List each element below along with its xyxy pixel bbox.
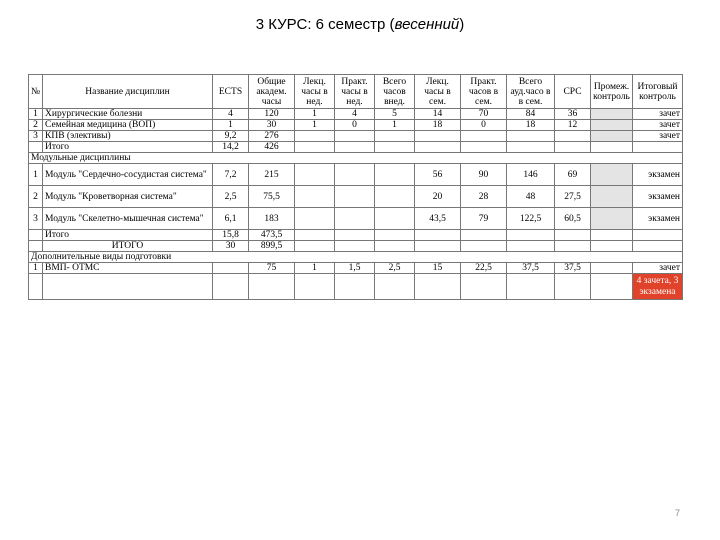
cell xyxy=(591,186,633,208)
cell xyxy=(555,241,591,252)
cell: экзамен xyxy=(633,186,683,208)
cell: 3 xyxy=(29,208,43,230)
table-row xyxy=(29,263,683,274)
cell: Итого xyxy=(43,142,213,153)
section-row xyxy=(29,153,683,164)
cell: 69 xyxy=(555,164,591,186)
cell xyxy=(415,274,461,300)
cell: 4 xyxy=(335,109,375,120)
cell xyxy=(375,142,415,153)
cell xyxy=(295,186,335,208)
cell: 6,1 xyxy=(213,208,249,230)
cell: 2 xyxy=(29,120,43,131)
cell xyxy=(213,274,249,300)
cell: 28 xyxy=(461,186,507,208)
cell xyxy=(461,241,507,252)
cell xyxy=(633,142,683,153)
cell xyxy=(29,274,43,300)
cell xyxy=(591,263,633,274)
cell xyxy=(295,164,335,186)
page-number: 7 xyxy=(674,508,680,518)
cell xyxy=(415,241,461,252)
cell xyxy=(43,274,213,300)
table-row xyxy=(29,230,683,241)
cell xyxy=(591,230,633,241)
cell xyxy=(249,274,295,300)
cell: ИТОГО xyxy=(43,241,213,252)
cell xyxy=(415,142,461,153)
cell xyxy=(29,241,43,252)
cell: 1 xyxy=(213,120,249,131)
cell: 120 xyxy=(249,109,295,120)
cell xyxy=(461,230,507,241)
cell: 9,2 xyxy=(213,131,249,142)
header-cell: Лекц. часы в нед. xyxy=(295,75,335,109)
cell xyxy=(591,131,633,142)
header-cell: № xyxy=(29,75,43,109)
table-row xyxy=(29,241,683,252)
cell xyxy=(375,230,415,241)
header-cell: Всего ауд.часо в в сем. xyxy=(507,75,555,109)
cell: зачет xyxy=(633,131,683,142)
cell: 215 xyxy=(249,164,295,186)
cell: Итого xyxy=(43,230,213,241)
cell xyxy=(507,230,555,241)
cell: Модуль "Сердечно-сосудистая система" xyxy=(43,164,213,186)
cell xyxy=(295,230,335,241)
cell: Хирургические болезни xyxy=(43,109,213,120)
cell xyxy=(375,131,415,142)
cell xyxy=(555,142,591,153)
cell: 1 xyxy=(29,164,43,186)
header-cell: Итоговый контроль xyxy=(633,75,683,109)
cell: 1 xyxy=(29,109,43,120)
header-cell: Общие академ. часы xyxy=(249,75,295,109)
table-row xyxy=(29,142,683,153)
cell xyxy=(591,274,633,300)
header-cell: ECTS xyxy=(213,75,249,109)
cell xyxy=(591,109,633,120)
cell xyxy=(591,120,633,131)
cell: 276 xyxy=(249,131,295,142)
cell: 30 xyxy=(249,120,295,131)
cell: 426 xyxy=(249,142,295,153)
cell: 84 xyxy=(507,109,555,120)
cell: 48 xyxy=(507,186,555,208)
cell xyxy=(335,241,375,252)
cell xyxy=(295,208,335,230)
slide-title: 3 КУРС: 6 семестр (весенний) xyxy=(255,16,465,33)
cell xyxy=(335,131,375,142)
section-label: Дополнительные виды подготовки xyxy=(29,252,683,263)
cell xyxy=(375,241,415,252)
cell: 4 xyxy=(213,109,249,120)
cell: 22,5 xyxy=(461,263,507,274)
cell xyxy=(295,241,335,252)
cell: 1 xyxy=(295,263,335,274)
cell xyxy=(335,142,375,153)
curriculum-table xyxy=(28,74,683,300)
cell xyxy=(507,241,555,252)
cell: 899,5 xyxy=(249,241,295,252)
cell xyxy=(295,274,335,300)
table-row xyxy=(29,131,683,142)
cell: 0 xyxy=(461,120,507,131)
cell xyxy=(507,274,555,300)
cell xyxy=(295,131,335,142)
cell: 18 xyxy=(507,120,555,131)
cell xyxy=(415,230,461,241)
cell xyxy=(591,208,633,230)
cell: 37,5 xyxy=(555,263,591,274)
cell: 18 xyxy=(415,120,461,131)
cell xyxy=(375,186,415,208)
cell: 14 xyxy=(415,109,461,120)
header-cell: Практ. часы в нед. xyxy=(335,75,375,109)
cell xyxy=(555,131,591,142)
cell xyxy=(335,164,375,186)
cell: 122,5 xyxy=(507,208,555,230)
summary-highlight-cell: 4 зачета, 3 экзамена xyxy=(633,274,683,300)
cell: 70 xyxy=(461,109,507,120)
cell: 27,5 xyxy=(555,186,591,208)
cell: 36 xyxy=(555,109,591,120)
header-cell: Всего часов внед. xyxy=(375,75,415,109)
cell xyxy=(375,164,415,186)
cell: ВМП- ОТМС xyxy=(43,263,213,274)
cell: 1 xyxy=(295,109,335,120)
header-cell: Лекц. часы в сем. xyxy=(415,75,461,109)
cell xyxy=(295,142,335,153)
cell: 75 xyxy=(249,263,295,274)
cell xyxy=(461,274,507,300)
header-cell: Название дисциплин xyxy=(43,75,213,109)
cell xyxy=(555,230,591,241)
cell: 1 xyxy=(295,120,335,131)
cell: экзамен xyxy=(633,208,683,230)
table-row xyxy=(29,274,683,300)
cell: 79 xyxy=(461,208,507,230)
cell xyxy=(415,131,461,142)
cell: Семейная медицина (ВОП) xyxy=(43,120,213,131)
cell: 2,5 xyxy=(375,263,415,274)
cell: 0 xyxy=(335,120,375,131)
table-row xyxy=(29,208,683,230)
header-row xyxy=(29,75,683,109)
header-cell: Практ. часов в сем. xyxy=(461,75,507,109)
cell: 2 xyxy=(29,186,43,208)
cell: 183 xyxy=(249,208,295,230)
table-row xyxy=(29,186,683,208)
cell: зачет xyxy=(633,109,683,120)
cell: зачет xyxy=(633,120,683,131)
cell xyxy=(507,131,555,142)
table-row xyxy=(29,120,683,131)
cell xyxy=(591,142,633,153)
cell: 1 xyxy=(375,120,415,131)
cell xyxy=(335,186,375,208)
cell: 1 xyxy=(29,263,43,274)
cell xyxy=(633,230,683,241)
cell xyxy=(591,241,633,252)
cell: 30 xyxy=(213,241,249,252)
cell: 60,5 xyxy=(555,208,591,230)
cell xyxy=(555,274,591,300)
cell: экзамен xyxy=(633,164,683,186)
cell xyxy=(29,142,43,153)
cell: КПВ (элективы) xyxy=(43,131,213,142)
cell xyxy=(335,208,375,230)
cell: Модуль "Кроветворная система" xyxy=(43,186,213,208)
cell: 15 xyxy=(415,263,461,274)
cell: 90 xyxy=(461,164,507,186)
cell xyxy=(335,274,375,300)
cell: 15,8 xyxy=(213,230,249,241)
section-label: Модульные дисциплины xyxy=(29,153,683,164)
cell xyxy=(461,142,507,153)
cell xyxy=(507,142,555,153)
cell: 146 xyxy=(507,164,555,186)
cell xyxy=(633,241,683,252)
table-row xyxy=(29,164,683,186)
cell xyxy=(375,208,415,230)
cell: Модуль "Скелетно-мышечная система" xyxy=(43,208,213,230)
cell xyxy=(335,230,375,241)
cell: 12 xyxy=(555,120,591,131)
cell xyxy=(213,263,249,274)
cell: 7,2 xyxy=(213,164,249,186)
cell: зачет xyxy=(633,263,683,274)
section-row xyxy=(29,252,683,263)
cell xyxy=(375,274,415,300)
cell: 56 xyxy=(415,164,461,186)
table-row xyxy=(29,109,683,120)
cell: 3 xyxy=(29,131,43,142)
cell: 5 xyxy=(375,109,415,120)
cell: 14,2 xyxy=(213,142,249,153)
cell: 75,5 xyxy=(249,186,295,208)
header-cell: СРС xyxy=(555,75,591,109)
cell: 43,5 xyxy=(415,208,461,230)
cell: 1,5 xyxy=(335,263,375,274)
cell: 2,5 xyxy=(213,186,249,208)
cell xyxy=(29,230,43,241)
cell: 473,5 xyxy=(249,230,295,241)
cell xyxy=(461,131,507,142)
cell: 20 xyxy=(415,186,461,208)
cell xyxy=(591,164,633,186)
header-cell: Промеж. контроль xyxy=(591,75,633,109)
cell: 37,5 xyxy=(507,263,555,274)
